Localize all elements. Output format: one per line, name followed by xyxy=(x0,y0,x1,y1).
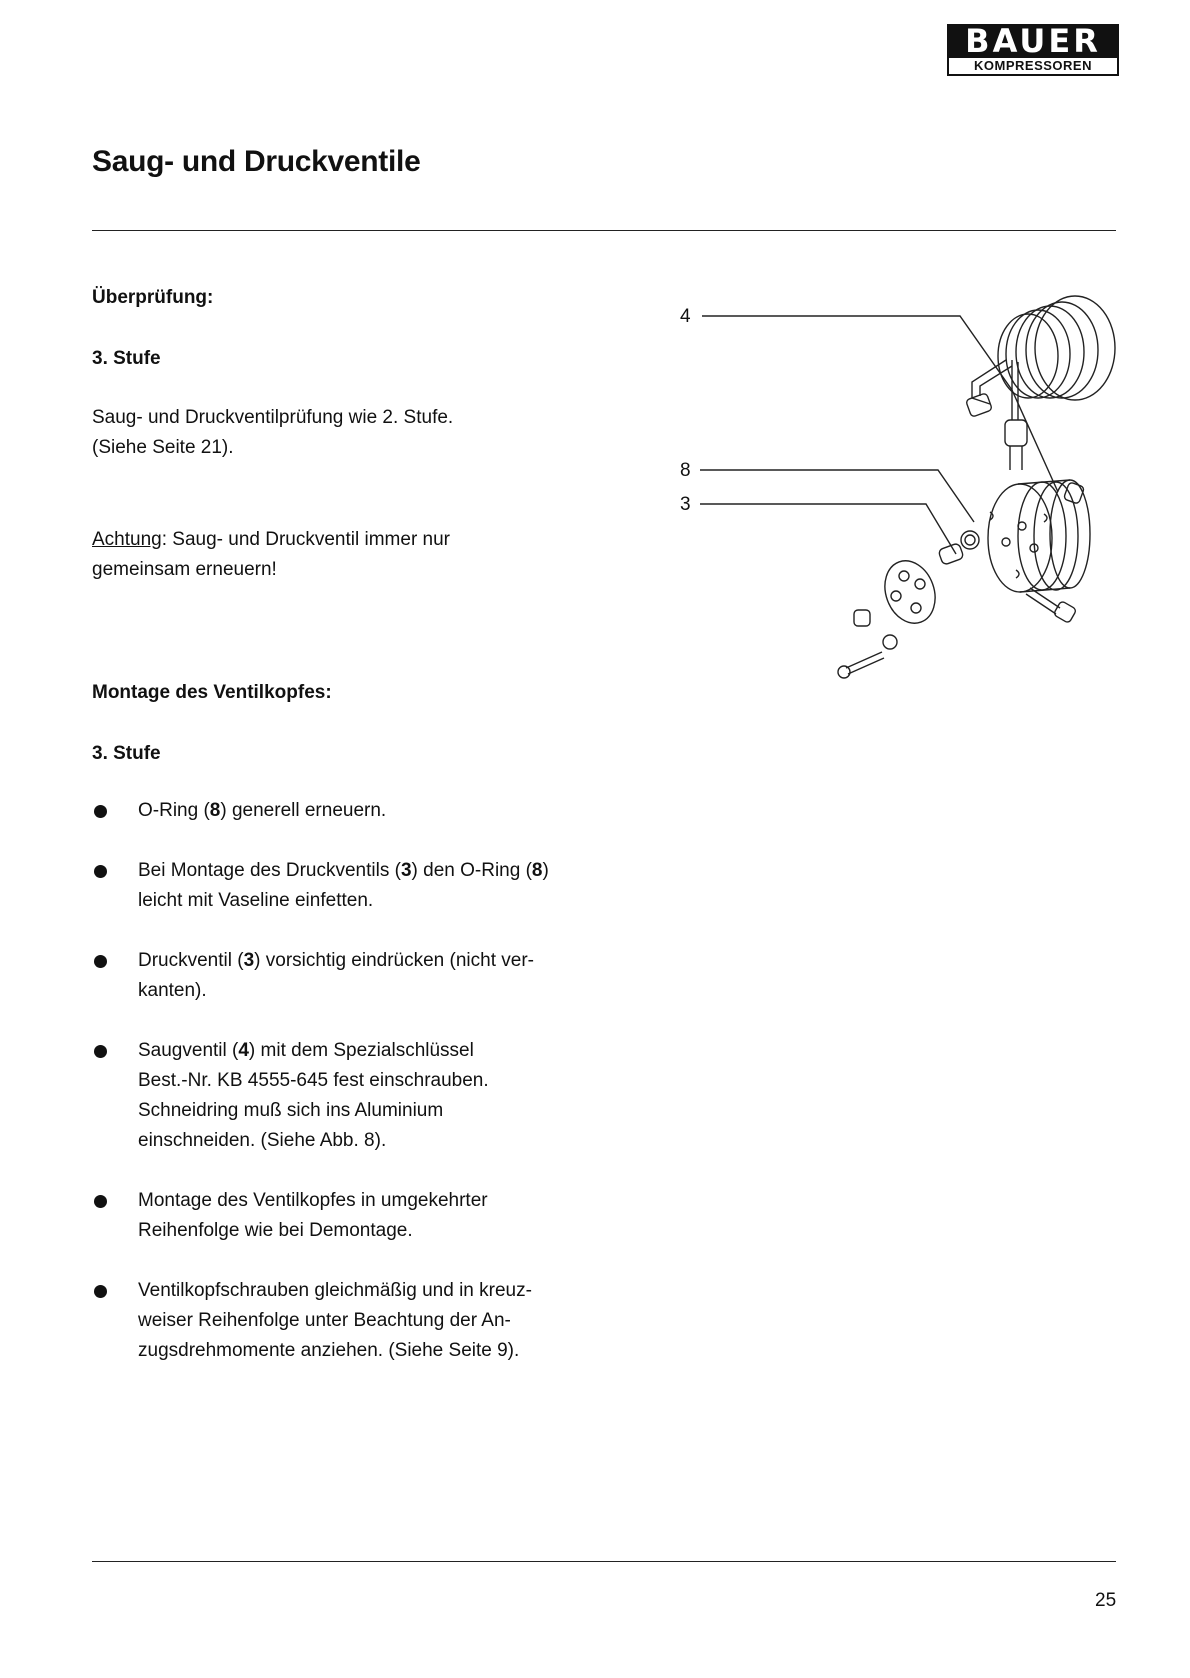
step-text: ) den O-Ring ( xyxy=(411,860,532,881)
page-title: Saug- und Druckventile xyxy=(92,145,421,178)
ref-number: 3 xyxy=(400,860,412,881)
section-heading-inspection: Überprüfung: xyxy=(92,287,214,308)
list-item xyxy=(92,796,612,826)
bullet-icon xyxy=(94,1285,107,1298)
bullet-icon xyxy=(94,1195,107,1208)
top-divider xyxy=(92,230,1116,231)
ref-number: 8 xyxy=(531,860,543,881)
inspection-text xyxy=(92,403,453,463)
step-text: zugsdrehmomente anziehen. (Siehe Seite 9). xyxy=(138,1340,520,1361)
stage-label: 3. Stufe xyxy=(92,348,161,369)
bullet-icon xyxy=(94,1045,107,1058)
step-text: ) vorsichtig eindrücken (nicht ver- xyxy=(254,950,534,971)
section-heading-assembly: Montage des Ventilkopfes: xyxy=(92,682,332,703)
caution-note xyxy=(92,525,450,585)
ref-number: 3 xyxy=(243,950,255,971)
callout-8: 8 xyxy=(680,460,691,481)
bottom-divider xyxy=(92,1561,1116,1562)
step-text: ) mit dem Spezialschlüssel xyxy=(248,1040,474,1061)
step-text: einschneiden. (Siehe Abb. 8). xyxy=(138,1130,387,1151)
page-number: 25 xyxy=(1095,1590,1117,1611)
caution-line-2: gemeinsam erneuern! xyxy=(92,559,277,580)
step-text: kanten). xyxy=(138,980,207,1001)
step-text: Best.-Nr. KB 4555-645 fest einschrauben. xyxy=(138,1070,489,1091)
list-item xyxy=(92,946,612,1006)
inspection-line-2: (Siehe Seite 21). xyxy=(92,437,234,458)
step-text: O-Ring ( xyxy=(138,800,210,821)
step-text: Bei Montage des Druckventils ( xyxy=(138,860,401,881)
bullet-icon xyxy=(94,865,107,878)
caution-line-1: : Saug- und Druckventil immer nur xyxy=(161,529,451,550)
logo-subtitle: KOMPRESSOREN xyxy=(947,58,1119,76)
step-text: Schneidring muß sich ins Aluminium xyxy=(138,1100,444,1121)
step-text: Druckventil ( xyxy=(138,950,244,971)
step-text: ) generell erneuern. xyxy=(220,800,387,821)
valve-head-diagram xyxy=(660,270,1130,690)
ref-number: 4 xyxy=(238,1040,249,1061)
list-item xyxy=(92,1036,612,1156)
bullet-icon xyxy=(94,805,107,818)
bauer-logo xyxy=(947,24,1119,76)
step-text: Saugventil ( xyxy=(138,1040,239,1061)
callout-4: 4 xyxy=(680,306,691,327)
step-text: Ventilkopfschrauben gleichmäßig und in kreuz- xyxy=(138,1280,532,1301)
assembly-stage-label: 3. Stufe xyxy=(92,743,161,764)
ref-number: 8 xyxy=(209,800,221,821)
list-item xyxy=(92,1186,612,1246)
logo-brand: BAUER xyxy=(947,24,1119,58)
caution-label: Achtung xyxy=(92,529,162,550)
list-item xyxy=(92,856,612,916)
step-text: leicht mit Vaseline einfetten. xyxy=(138,890,374,911)
step-text: Montage des Ventilkopfes in umgekehrter xyxy=(138,1190,488,1211)
bullet-icon xyxy=(94,955,107,968)
callout-3: 3 xyxy=(680,494,691,515)
valve-head-drawing xyxy=(660,270,1130,690)
step-text: Reihenfolge wie bei Demontage. xyxy=(138,1220,413,1241)
assembly-steps xyxy=(92,796,612,1366)
step-text: ) xyxy=(542,860,549,881)
list-item xyxy=(92,1276,612,1366)
inspection-line-1: Saug- und Druckventilprüfung wie 2. Stufe. xyxy=(92,407,454,428)
step-text: weiser Reihenfolge unter Beachtung der An- xyxy=(138,1310,511,1331)
